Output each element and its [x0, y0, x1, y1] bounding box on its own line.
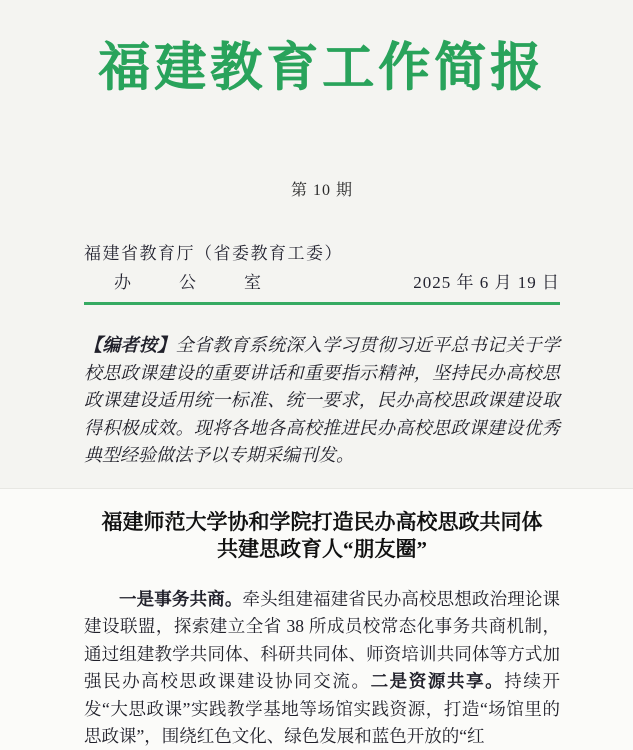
issue-number: 第 10 期	[290, 182, 353, 199]
paragraph-lead-1: 一是事务共商。	[119, 589, 243, 609]
paragraph-lead-2: 二是资源共享。	[370, 671, 505, 692]
article-title-line2: 共建思政育人“朋友圈”	[217, 537, 427, 561]
paragraph-text-2: 持续开发“大思政课”实践教学基地等场馆实践资源，打造“场馆里的思政课”，围绕红色文化、绿色发展和蓝色开放的“红	[84, 671, 561, 747]
bulletin-title: 福建教育工作简报	[97, 40, 546, 97]
publisher-block	[84, 242, 560, 296]
editor-note	[84, 332, 560, 470]
paragraph-text-1: 牵头组建福建省民办高校思想政治理论课建设联盟，探索建立全省 38 所成员校常态化事务共商机制，通过组建教学共同体、科研共同体、师资培训共同体等方式加强民办高校思政课建设协同交流。	[84, 589, 561, 692]
publisher-office-row	[84, 270, 560, 296]
article-paragraph	[84, 586, 560, 750]
editor-note-text: 全省教育系统深入学习贯彻习近平总书记关于学校思政课建设的重要讲话和重要指示精神，坚持民办高校思政课建设适用统一标准、统一要求，民办高校思政课建设取得积极成效。现将各地各高校推进民办高校思政课建设优秀典型经验做法予以专期采编刊发。	[84, 335, 561, 465]
article-section	[0, 488, 633, 750]
masthead-divider	[84, 302, 560, 305]
article-title	[84, 509, 560, 563]
issue-date: 2025 年 6 月 19 日	[413, 273, 560, 292]
article-title-line1: 福建师范大学协和学院打造民办高校思政共同体	[101, 510, 543, 534]
publisher-office: 办公室	[114, 273, 309, 292]
editor-note-label: 【编者按】	[84, 335, 176, 355]
publisher-name: 福建省教育厅（省委教育工委）	[84, 244, 343, 263]
